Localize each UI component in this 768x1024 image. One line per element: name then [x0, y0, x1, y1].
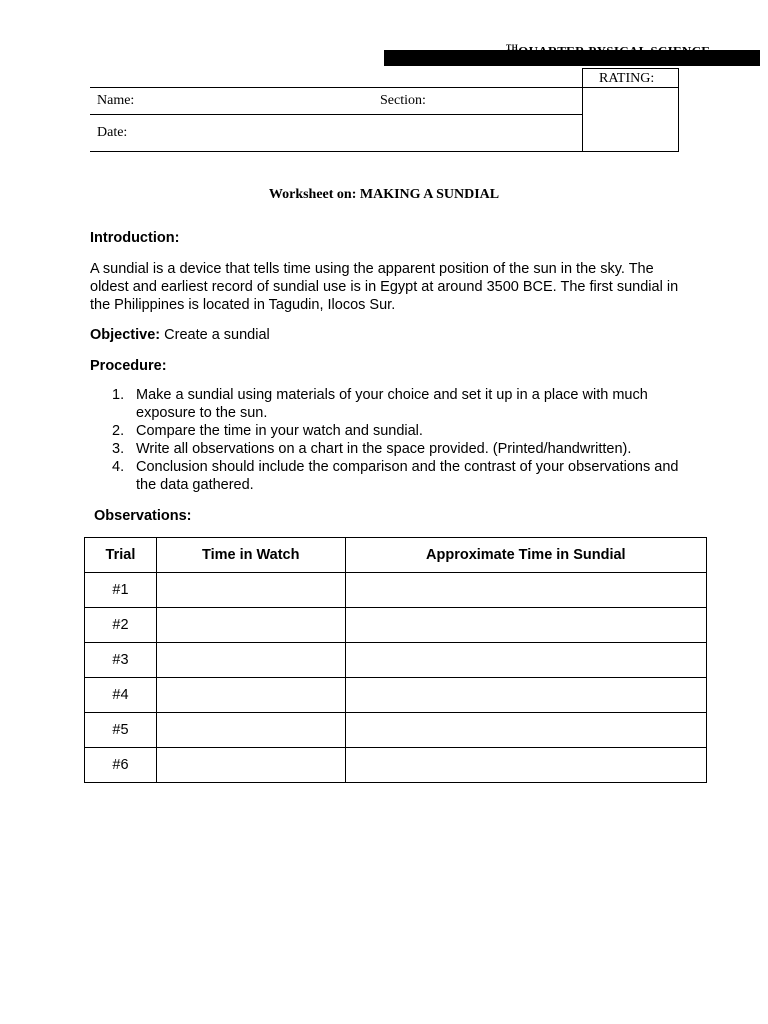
procedure-step — [112, 440, 692, 458]
procedure-list — [112, 386, 692, 494]
rating-left-border — [582, 68, 583, 152]
date-label: Date: — [97, 125, 128, 140]
rating-right-border — [678, 68, 679, 152]
step-text: Compare the time in your watch and sundial. — [136, 423, 423, 439]
watch-time-cell[interactable] — [156, 713, 345, 748]
column-header-trial: Trial — [85, 538, 157, 573]
table-header-row — [85, 538, 707, 573]
info-bottom-border — [90, 151, 679, 152]
watch-time-cell[interactable] — [156, 748, 345, 783]
step-number: 4. — [112, 459, 125, 475]
sundial-time-cell[interactable] — [345, 678, 706, 713]
watch-time-cell[interactable] — [156, 573, 345, 608]
section-label: Section: — [380, 93, 426, 108]
sundial-time-cell[interactable] — [345, 573, 706, 608]
procedure-step — [112, 458, 692, 494]
name-label: Name: — [97, 93, 135, 108]
trial-cell: #5 — [85, 713, 157, 748]
info-middle-border — [90, 114, 582, 115]
trial-cell: #6 — [85, 748, 157, 783]
observations-heading: Observations: — [94, 508, 192, 524]
table-row — [85, 608, 707, 643]
introduction-heading: Introduction: — [90, 230, 180, 246]
table-row — [85, 643, 707, 678]
procedure-step — [112, 422, 692, 440]
step-text: Conclusion should include the comparison and the contrast of your observations and the data gathered. — [136, 459, 679, 493]
column-header-time-in-sundial: Approximate Time in Sundial — [345, 538, 706, 573]
step-text: Make a sundial using materials of your choice and set it up in a place with much exposure to the sun. — [136, 387, 648, 421]
observations-table — [84, 537, 707, 783]
trial-cell: #3 — [85, 643, 157, 678]
procedure-heading: Procedure: — [90, 358, 167, 374]
banner-title: QUARTER PYSICAL SCIENCE — [518, 43, 711, 59]
trial-cell: #2 — [85, 608, 157, 643]
objective-label: Objective: — [90, 327, 161, 343]
trial-cell: #1 — [85, 573, 157, 608]
info-top-border — [90, 87, 679, 88]
procedure-step — [112, 386, 692, 422]
banner-text — [506, 43, 710, 59]
quarter-banner — [384, 43, 760, 66]
watch-time-cell[interactable] — [156, 643, 345, 678]
trial-cell: #4 — [85, 678, 157, 713]
sundial-time-cell[interactable] — [345, 608, 706, 643]
worksheet-title: Worksheet on: MAKING A SUNDIAL — [268, 187, 500, 202]
rating-top-border — [582, 68, 679, 69]
table-row — [85, 713, 707, 748]
table-row — [85, 678, 707, 713]
watch-time-cell[interactable] — [156, 608, 345, 643]
sundial-time-cell[interactable] — [345, 713, 706, 748]
introduction-body: A sundial is a device that tells time using the apparent position of the sun in the sky. The oldest and earliest record of sundial use is in Egypt at around 3500 BCE. The first sundial in the Philippines is located in Tagudin, Ilocos Sur. — [90, 261, 679, 313]
banner-superscript: TH — [506, 43, 519, 52]
watch-time-cell[interactable] — [156, 678, 345, 713]
objective-line — [90, 326, 690, 344]
table-row — [85, 748, 707, 783]
step-text: Write all observations on a chart in the space provided. (Printed/handwritten). — [136, 441, 632, 457]
step-number: 2. — [112, 423, 125, 439]
rating-label: RATING: — [599, 71, 655, 86]
column-header-time-in-watch: Time in Watch — [156, 538, 345, 573]
sundial-time-cell[interactable] — [345, 643, 706, 678]
table-row — [85, 573, 707, 608]
step-number: 1. — [112, 387, 125, 403]
objective-text: Create a sundial — [164, 327, 270, 343]
step-number: 3. — [112, 441, 125, 457]
sundial-time-cell[interactable] — [345, 748, 706, 783]
